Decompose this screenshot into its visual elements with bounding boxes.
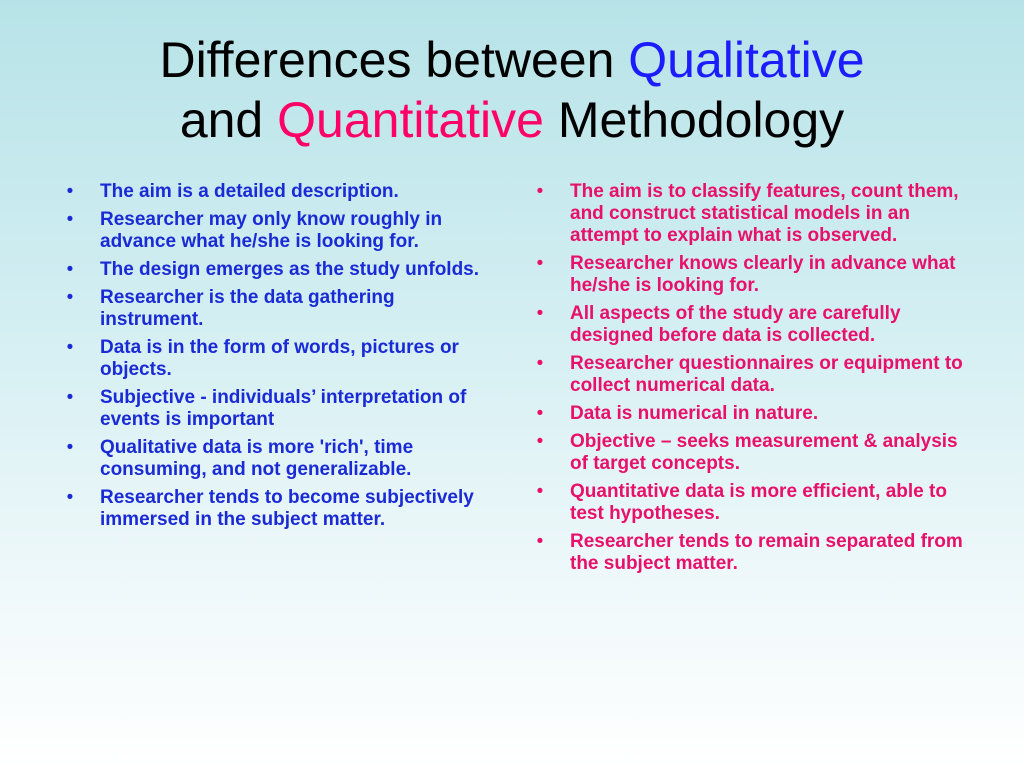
qualitative-point-text: The design emerges as the study unfolds.: [100, 259, 480, 280]
quantitative-point-text: All aspects of the study are carefully designed before data is collected.: [570, 303, 901, 346]
quantitative-point-item: [530, 481, 970, 525]
bullet-icon: •: [536, 481, 544, 502]
bullet-icon: •: [66, 337, 74, 358]
quantitative-point-text: Researcher tends to remain separated from the subject matter.: [570, 531, 963, 574]
bullet-icon: •: [536, 353, 544, 374]
quantitative-point-item: [530, 181, 970, 247]
qualitative-point-item: [60, 259, 500, 281]
bullet-icon: •: [536, 403, 544, 424]
qualitative-points-list: [60, 181, 500, 537]
bullet-icon: •: [66, 387, 74, 408]
quantitative-point-item: [530, 353, 970, 397]
bullet-icon: •: [536, 181, 544, 202]
bullet-icon: •: [536, 531, 544, 552]
title-text-part2: and: [179, 92, 278, 148]
bullet-icon: •: [66, 287, 74, 308]
quantitative-point-item: [530, 531, 970, 575]
qualitative-point-item: [60, 287, 500, 331]
bullet-icon: •: [66, 437, 74, 458]
title-line-2: [0, 90, 1024, 150]
bullet-icon: •: [66, 209, 74, 230]
quantitative-point-text: Quantitative data is more efficient, able to test hypotheses.: [570, 481, 947, 524]
quantitative-point-text: The aim is to classify features, count them, and construct statistical models in an attempt to explain what is observed.: [570, 181, 959, 246]
bullet-icon: •: [536, 431, 544, 452]
qualitative-point-text: Researcher tends to become subjectively immersed in the subject matter.: [100, 487, 474, 530]
qualitative-point-text: Qualitative data is more 'rich', time consuming, and not generalizable.: [100, 437, 414, 480]
quantitative-point-item: [530, 253, 970, 297]
qualitative-point-text: Subjective - individuals’ interpretation of events is important: [100, 387, 467, 430]
quantitative-point-item: [530, 403, 970, 425]
bullet-icon: •: [536, 253, 544, 274]
quantitative-point-item: [530, 303, 970, 347]
bullet-icon: •: [66, 259, 74, 280]
qualitative-point-item: [60, 209, 500, 253]
quantitative-point-text: Objective – seeks measurement & analysis of target concepts.: [570, 431, 958, 474]
bullet-icon: •: [536, 303, 544, 324]
qualitative-point-text: Data is in the form of words, pictures or objects.: [100, 337, 459, 380]
quantitative-point-text: Researcher knows clearly in advance what he/she is looking for.: [570, 253, 956, 296]
title-quantitative-word: Quantitative: [277, 92, 544, 148]
slide-title: [0, 30, 1024, 150]
title-line-1: [0, 30, 1024, 90]
title-text-part3: Methodology: [543, 92, 845, 148]
quantitative-point-text: Data is numerical in nature.: [570, 403, 819, 424]
qualitative-point-item: [60, 337, 500, 381]
title-text-part1: Differences between: [159, 32, 629, 88]
title-qualitative-word: Qualitative: [628, 32, 865, 88]
qualitative-point-item: [60, 437, 500, 481]
qualitative-point-item: [60, 387, 500, 431]
bullet-icon: •: [66, 487, 74, 508]
quantitative-point-text: Researcher questionnaires or equipment to collect numerical data.: [570, 353, 963, 396]
qualitative-point-text: Researcher is the data gathering instrument.: [100, 287, 395, 330]
qualitative-point-item: [60, 181, 500, 203]
bullet-icon: •: [66, 181, 74, 202]
qualitative-point-item: [60, 487, 500, 531]
quantitative-points-list: [530, 181, 970, 581]
qualitative-point-text: The aim is a detailed description.: [100, 181, 399, 202]
qualitative-point-text: Researcher may only know roughly in advance what he/she is looking for.: [100, 209, 443, 252]
quantitative-point-item: [530, 431, 970, 475]
